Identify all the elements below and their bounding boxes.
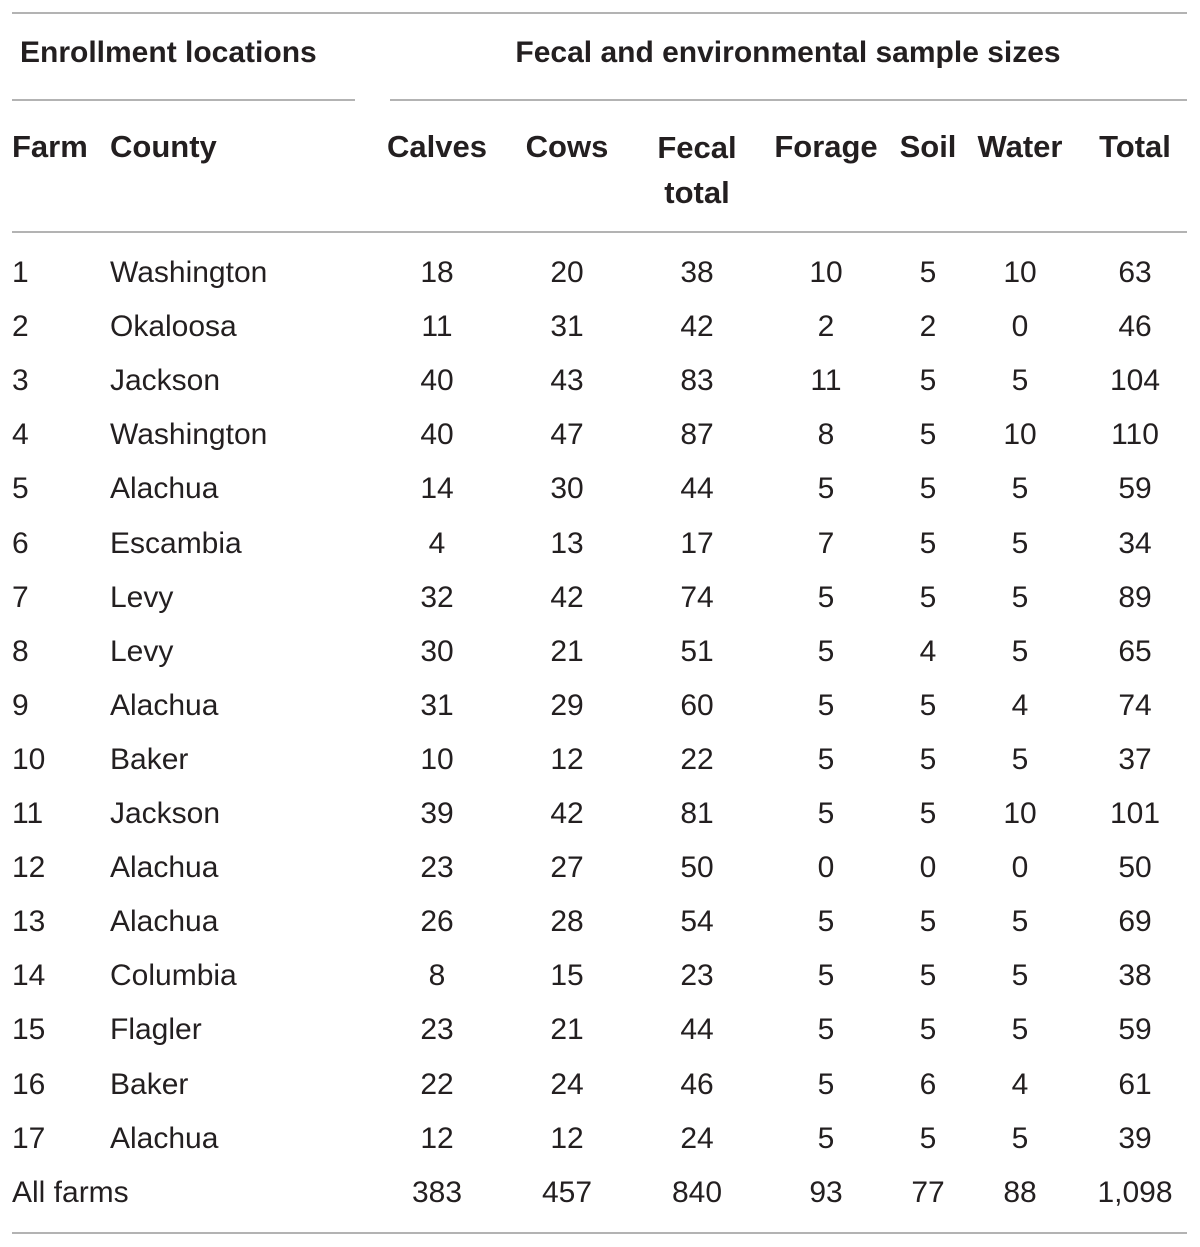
column-header-fecal-total-line1: Fecal (657, 130, 737, 165)
cell-total: 46 (1118, 310, 1152, 344)
cell-fecal-total: 81 (680, 797, 714, 830)
summary-cell-soil: 77 (911, 1175, 945, 1209)
cell-farm: 12 (12, 851, 46, 885)
cell-forage: 5 (817, 1013, 835, 1047)
cell-forage: 5 (817, 1121, 835, 1155)
cell-fecal-total: 22 (680, 742, 714, 776)
cell-water: 5 (1011, 472, 1029, 506)
column-header-forage: Forage (774, 129, 878, 164)
cell-farm: 8 (12, 634, 29, 668)
cell-water: 5 (1011, 1013, 1029, 1047)
column-header-fecal-total-line2: total (664, 174, 730, 210)
cell-calves: 23 (420, 851, 454, 885)
cell-total: 59 (1118, 472, 1152, 506)
cell-county: Jackson (110, 364, 221, 398)
cell-water: 4 (1011, 688, 1029, 722)
cell-calves: 39 (420, 797, 454, 830)
cell-forage: 5 (817, 797, 835, 830)
cell-soil: 5 (919, 256, 937, 289)
cell-calves: 4 (428, 526, 446, 560)
cell-fecal-total: 44 (680, 1013, 714, 1047)
column-header-fecal-total (657, 126, 736, 216)
cell-farm: 15 (12, 1013, 46, 1047)
cell-soil: 5 (919, 526, 937, 560)
cell-total: 50 (1118, 851, 1152, 885)
cell-total: 34 (1118, 526, 1152, 560)
cell-forage: 8 (817, 418, 835, 452)
summary-cell-cows: 457 (541, 1175, 593, 1209)
cell-county: Levy (110, 580, 174, 614)
cell-cows: 21 (550, 1013, 584, 1047)
cell-cows: 31 (550, 310, 584, 344)
summary-cell-forage: 93 (809, 1175, 843, 1209)
cell-forage: 5 (817, 472, 835, 506)
cell-soil: 5 (919, 797, 937, 830)
column-header-county: County (110, 129, 217, 164)
group-header-sample-sizes: Fecal and environmental sample sizes (515, 36, 1061, 69)
cell-calves: 31 (420, 688, 454, 722)
cell-fecal-total: 44 (680, 472, 714, 506)
group-left-underline (12, 99, 355, 101)
cell-water: 5 (1011, 959, 1029, 993)
cell-county: Escambia (110, 526, 242, 560)
cell-water: 5 (1011, 364, 1029, 398)
cell-farm: 10 (12, 742, 46, 776)
cell-soil: 5 (919, 1013, 937, 1047)
cell-calves: 40 (420, 418, 454, 452)
cell-soil: 5 (919, 905, 937, 939)
cell-soil: 5 (919, 472, 937, 506)
cell-fecal-total: 17 (680, 526, 714, 560)
cell-water: 5 (1011, 1121, 1029, 1155)
summary-cell-total: 1,098 (1097, 1175, 1173, 1209)
cell-county: Jackson (110, 797, 221, 830)
cell-fecal-total: 23 (680, 959, 714, 993)
cell-cows: 24 (550, 1067, 584, 1101)
cell-total: 38 (1118, 959, 1152, 993)
cell-fecal-total: 54 (680, 905, 714, 939)
cell-soil: 5 (919, 418, 937, 452)
cell-county: Washington (110, 418, 268, 452)
cell-water: 5 (1011, 905, 1029, 939)
cell-soil: 5 (919, 742, 937, 776)
cell-cows: 27 (550, 851, 584, 885)
cell-soil: 0 (919, 851, 937, 885)
cell-fecal-total: 51 (680, 634, 714, 668)
cell-calves: 18 (420, 256, 454, 289)
cell-calves: 32 (420, 580, 454, 614)
cell-total: 39 (1118, 1121, 1152, 1155)
cell-farm: 13 (12, 905, 46, 939)
cell-soil: 5 (919, 1121, 937, 1155)
cell-fecal-total: 38 (680, 256, 714, 289)
cell-total: 69 (1118, 905, 1152, 939)
cell-calves: 11 (421, 310, 453, 344)
cell-cows: 12 (550, 742, 584, 776)
cell-fecal-total: 50 (680, 851, 714, 885)
cell-county: Levy (110, 634, 174, 668)
cell-water: 5 (1011, 580, 1029, 614)
cell-farm: 1 (12, 256, 29, 289)
cell-total: 74 (1118, 688, 1152, 722)
cell-total: 110 (1111, 418, 1159, 452)
cell-calves: 12 (420, 1121, 454, 1155)
cell-farm: 16 (12, 1067, 46, 1101)
cell-cows: 42 (550, 580, 584, 614)
column-header-soil: Soil (899, 129, 957, 164)
cell-farm: 6 (12, 526, 29, 560)
summary-cell-label: All farms (12, 1175, 129, 1209)
cell-water: 0 (1011, 310, 1029, 344)
cell-water: 10 (1003, 418, 1037, 452)
cell-forage: 0 (817, 851, 835, 885)
cell-forage: 5 (817, 959, 835, 993)
cell-farm: 5 (12, 472, 29, 506)
cell-fecal-total: 42 (680, 310, 714, 344)
cell-total: 59 (1118, 1013, 1152, 1047)
cell-forage: 2 (817, 310, 835, 344)
cell-county: Alachua (110, 472, 219, 506)
summary-cell-calves: 383 (411, 1175, 463, 1209)
column-header-cows: Cows (525, 129, 609, 164)
cell-soil: 2 (919, 310, 937, 344)
summary-cell-water: 88 (1003, 1175, 1037, 1209)
cell-fecal-total: 46 (680, 1067, 714, 1101)
top-rule (12, 12, 1187, 14)
cell-soil: 5 (919, 959, 937, 993)
cell-total: 61 (1118, 1067, 1152, 1101)
cell-farm: 11 (12, 797, 44, 830)
bottom-rule (12, 1232, 1187, 1234)
cell-forage: 11 (810, 364, 842, 398)
group-right-underline (390, 99, 1187, 101)
cell-cows: 28 (550, 905, 584, 939)
cell-fecal-total: 83 (680, 364, 714, 398)
cell-calves: 23 (420, 1013, 454, 1047)
cell-farm: 9 (12, 688, 29, 722)
cell-forage: 5 (817, 634, 835, 668)
cell-cows: 15 (550, 959, 584, 993)
cell-farm: 3 (12, 364, 29, 398)
cell-water: 5 (1011, 742, 1029, 776)
cell-forage: 5 (817, 905, 835, 939)
column-header-water: Water (977, 129, 1063, 164)
cell-county: Alachua (110, 1121, 219, 1155)
cell-county: Alachua (110, 851, 219, 885)
cell-farm: 7 (12, 580, 29, 614)
cell-cows: 21 (550, 634, 584, 668)
cell-soil: 5 (919, 580, 937, 614)
cell-forage: 7 (817, 526, 835, 560)
cell-farm: 2 (12, 310, 29, 344)
cell-fecal-total: 74 (680, 580, 714, 614)
cell-farm: 4 (12, 418, 29, 452)
cell-water: 4 (1011, 1067, 1029, 1101)
cell-calves: 10 (420, 742, 454, 776)
cell-soil: 5 (919, 364, 937, 398)
cell-fecal-total: 87 (680, 418, 714, 452)
cell-fecal-total: 24 (680, 1121, 714, 1155)
cell-water: 10 (1003, 797, 1037, 830)
cell-county: Baker (110, 1067, 189, 1101)
cell-calves: 30 (420, 634, 454, 668)
cell-cows: 12 (550, 1121, 584, 1155)
cell-farm: 14 (12, 959, 46, 993)
cell-total: 63 (1118, 256, 1152, 289)
cell-county: Columbia (110, 959, 237, 993)
cell-cows: 29 (550, 688, 584, 722)
cell-county: Baker (110, 742, 189, 776)
cell-county: Alachua (110, 688, 219, 722)
cell-calves: 22 (420, 1067, 454, 1101)
column-header-calves: Calves (387, 129, 487, 164)
group-header-enrollment: Enrollment locations (20, 36, 317, 69)
cell-calves: 8 (428, 959, 446, 993)
cell-calves: 14 (420, 472, 454, 506)
cell-cows: 30 (550, 472, 584, 506)
cell-county: Okaloosa (110, 310, 237, 344)
cell-cows: 13 (550, 526, 584, 560)
cell-calves: 40 (420, 364, 454, 398)
cell-cows: 43 (550, 364, 584, 398)
cell-forage: 5 (817, 580, 835, 614)
cell-cows: 47 (550, 418, 584, 452)
cell-total: 104 (1109, 364, 1161, 398)
cell-total: 101 (1109, 797, 1161, 830)
cell-forage: 5 (817, 1067, 835, 1101)
cell-fecal-total: 60 (680, 688, 714, 722)
cell-forage: 5 (817, 742, 835, 776)
cell-water: 5 (1011, 526, 1029, 560)
cell-cows: 20 (550, 256, 584, 289)
column-header-total: Total (1099, 129, 1171, 164)
cell-county: Washington (110, 256, 268, 289)
cell-soil: 4 (919, 634, 937, 668)
cell-soil: 6 (919, 1067, 937, 1101)
cell-cows: 42 (550, 797, 584, 830)
cell-forage: 10 (809, 256, 843, 289)
summary-cell-fecal-total: 840 (671, 1175, 723, 1209)
cell-farm: 17 (12, 1121, 46, 1155)
cell-calves: 26 (420, 905, 454, 939)
cell-water: 5 (1011, 634, 1029, 668)
cell-county: Flagler (110, 1013, 202, 1047)
cell-total: 65 (1118, 634, 1152, 668)
cell-water: 0 (1011, 851, 1029, 885)
cell-total: 37 (1118, 742, 1152, 776)
cell-county: Alachua (110, 905, 219, 939)
cell-soil: 5 (919, 688, 937, 722)
cell-water: 10 (1003, 256, 1037, 289)
column-header-farm: Farm (12, 129, 88, 164)
cell-total: 89 (1118, 580, 1152, 614)
header-bottom-rule (12, 231, 1187, 233)
cell-forage: 5 (817, 688, 835, 722)
